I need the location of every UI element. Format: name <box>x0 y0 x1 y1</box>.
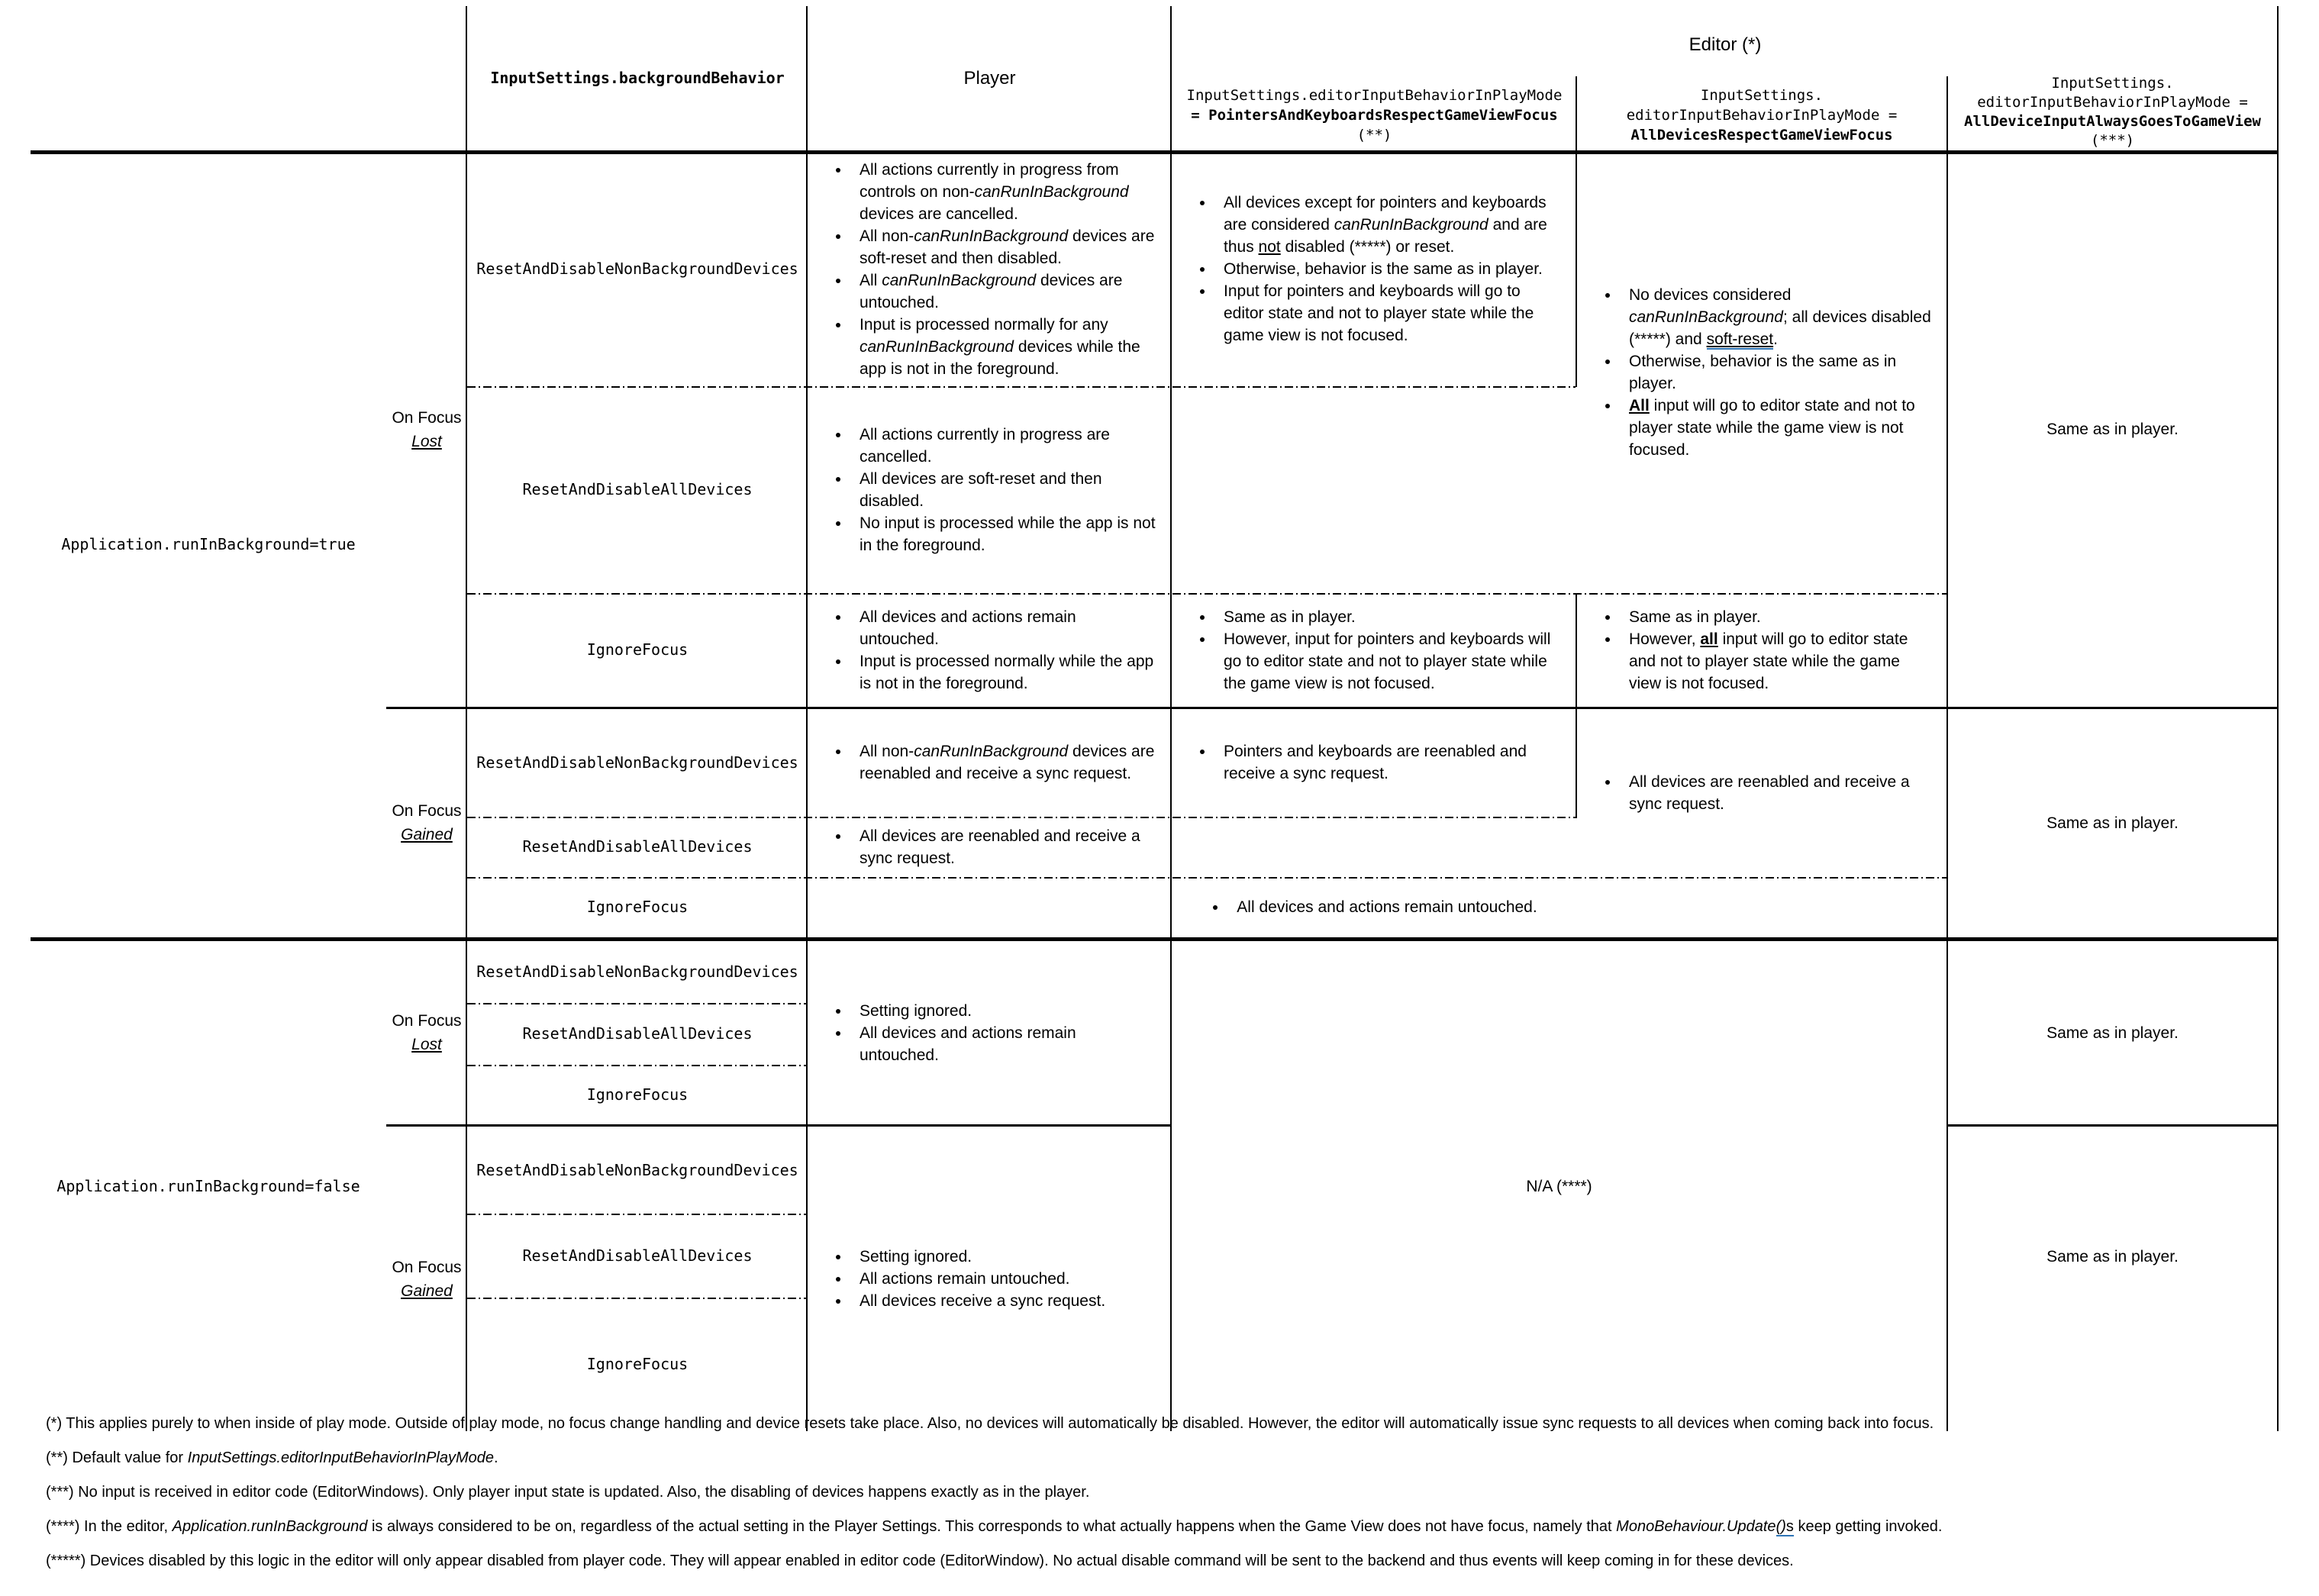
cell-player-true-lost-reset-non-bg: • All actions currently in progress from controls on non-canRunInBackground devices are cancelled. • All non-canRunInBackground devices are soft-reset and then disabled. • All canRunInBackground devices are untouched. • Input is processed normally for any canRunInBackground devices while the app is not in the foreground. <box>808 152 1172 386</box>
on-focus-label: On Focus <box>392 408 462 427</box>
footnote-4: (****) In the editor, Application.runInBackground is always considered to be on, regardless of the actual setting in the Player Settings. This corresponds to what actually happens when the Game View does not have focus, namely that MonoBehaviour.Update()s keep getting invoked. <box>46 1518 1943 1535</box>
footnote-5: (*****) Devices disabled by this logic in the editor will only appear disabled from player code. They will appear enabled in editor code (EditorWindow). No actual disable command will be sent to the backend and thus events will keep coming in for these devices. <box>46 1552 1794 1569</box>
cell-editor1-true-lost-ignore: • Same as in player. • However, input for pointers and keyboards will go to editor state and not to player state while the game view is not focused. <box>1172 593 1577 707</box>
behavior-label: ResetAndDisableNonBackgroundDevices <box>476 753 798 772</box>
cell-editor-false-na: N/A (****) <box>1526 1177 1592 1195</box>
cell-editor2-true-gained-merged: • All devices are reenabled and receive a sync request. <box>1577 708 1948 877</box>
behavior-label: IgnoreFocus <box>586 640 689 659</box>
editor-col3-line3: AllDeviceInputAlwaysGoesToGameView <box>1964 112 2261 130</box>
row-group-run-in-background-true: Application.runInBackground=true <box>61 535 356 553</box>
footnote-2: (**) Default value for InputSettings.editorInputBehaviorInPlayMode. <box>46 1449 498 1466</box>
footnote-1: (*) This applies purely to when inside of play mode. Outside of play mode, no focus change handling and device resets take place. Also, no devices will automatically be disabled. However, the editor will automatically issue sync requests to all devices when coming back into focus. <box>46 1415 1934 1432</box>
focus-gained-label: Gained <box>401 826 453 843</box>
behavior-label: ResetAndDisableAllDevices <box>522 480 753 498</box>
column-header-background-behavior: InputSettings.backgroundBehavior <box>490 69 785 87</box>
editor-col1-line1: InputSettings.editorInputBehaviorInPlayMode <box>1186 86 1563 104</box>
editor-col3-line4: (***) <box>2090 131 2135 149</box>
behavior-label: ResetAndDisableAllDevices <box>522 837 753 856</box>
behavior-label: IgnoreFocus <box>586 898 689 916</box>
cell-editor3-false-gained: Same as in player. <box>2046 1247 2179 1266</box>
editor-col2-line3: AllDevicesRespectGameViewFocus <box>1630 126 1893 143</box>
behavior-label: ResetAndDisableAllDevices <box>522 1246 753 1265</box>
behavior-label: IgnoreFocus <box>586 1085 689 1104</box>
cell-editor1-true-lost-reset-non-bg: • All devices except for pointers and keyboards are considered canRunInBackground and are thus not disabled (*****) or reset. • Otherwise, behavior is the same as in player. • Input for pointers and keyboards will go to editor state and not to player state while the game view is not focused. <box>1172 152 1577 386</box>
on-focus-label: On Focus <box>392 1258 462 1276</box>
editor-col3-line2: editorInputBehaviorInPlayMode = <box>1977 93 2248 111</box>
cell-player-true-gained-reset-all: • All devices are reenabled and receive a sync request. <box>808 817 1172 877</box>
editor-col2-line2: editorInputBehaviorInPlayMode = <box>1626 106 1898 124</box>
row-group-true-on-focus-gained <box>386 708 467 937</box>
focus-gained-label: Gained <box>401 1282 453 1300</box>
focus-lost-label: Lost <box>411 1036 442 1053</box>
cell-player-true-lost-reset-all: • All actions currently in progress are cancelled. • All devices are soft-reset and then disabled. • No input is processed while the app is not in the foreground. <box>808 386 1172 593</box>
cell-player-false-gained: • Setting ignored. • All actions remain untouched. • All devices receive a sync request. <box>808 1127 1172 1431</box>
column-header-editor-group: Editor (*) <box>1688 34 1762 55</box>
behavior-label: ResetAndDisableAllDevices <box>522 1024 753 1043</box>
column-header-editor-pointers-keyboards <box>1173 79 1576 150</box>
behavior-label: ResetAndDisableNonBackgroundDevices <box>476 1160 798 1179</box>
editor-col3-line1: InputSettings. <box>2051 74 2174 92</box>
column-header-editor-always-goes-to-gameview <box>1948 73 2277 150</box>
focus-lost-label: Lost <box>411 432 442 450</box>
on-focus-label: On Focus <box>392 1012 462 1030</box>
cell-player-false-lost: • Setting ignored. • All devices and actions remain untouched. <box>808 941 1172 1124</box>
editor-col1-line3: (**) <box>1356 126 1392 143</box>
cell-player-true-gained-reset-non-bg: • All non-canRunInBackground devices are reenabled and receive a sync request. <box>808 708 1172 817</box>
cell-merged-true-gained-ignore: • All devices and actions remain untouched. <box>808 877 1948 937</box>
cell-editor2-true-lost-merged: • No devices considered canRunInBackground; all devices disabled (*****) and soft-reset. • Otherwise, behavior is the same as in player. • All input will go to editor state and not to player state while the game view is not focused. <box>1577 152 1948 593</box>
row-group-false-on-focus-lost <box>386 941 467 1124</box>
on-focus-label: On Focus <box>392 802 462 820</box>
cell-editor3-true-lost: Same as in player. <box>2046 421 2179 438</box>
cell-editor1-true-gained-reset-non-bg: • Pointers and keyboards are reenabled and receive a sync request. <box>1172 708 1577 817</box>
cell-player-true-lost-ignore: • All devices and actions remain untouched. • Input is processed normally while the app is not in the foreground. <box>808 593 1172 707</box>
column-header-editor-all-devices-respect <box>1577 79 1946 150</box>
footnote-3: (***) No input is received in editor code (EditorWindows). Only player input state is updated. Also, the disabling of devices happens exactly as in the player. <box>46 1484 1090 1501</box>
column-header-player: Player <box>963 68 1016 89</box>
row-group-true-on-focus-lost <box>386 152 467 707</box>
row-group-false-on-focus-gained <box>386 1127 467 1431</box>
cell-editor3-false-lost: Same as in player. <box>2046 1024 2179 1042</box>
behavior-label: ResetAndDisableNonBackgroundDevices <box>476 260 798 278</box>
cell-editor2-true-lost-ignore: • Same as in player. • However, all input will go to editor state and not to player state while the game view is not focused. <box>1577 593 1948 707</box>
behavior-label: ResetAndDisableNonBackgroundDevices <box>476 962 798 981</box>
behavior-label: IgnoreFocus <box>586 1355 689 1373</box>
grid-vline-right-edge <box>2277 6 2279 1431</box>
editor-col1-line2: = PointersAndKeyboardsRespectGameViewFocus <box>1191 106 1558 124</box>
row-group-run-in-background-false: Application.runInBackground=false <box>56 1176 360 1195</box>
cell-editor3-true-gained: Same as in player. <box>2046 814 2179 832</box>
editor-col2-line1: InputSettings. <box>1700 86 1824 104</box>
